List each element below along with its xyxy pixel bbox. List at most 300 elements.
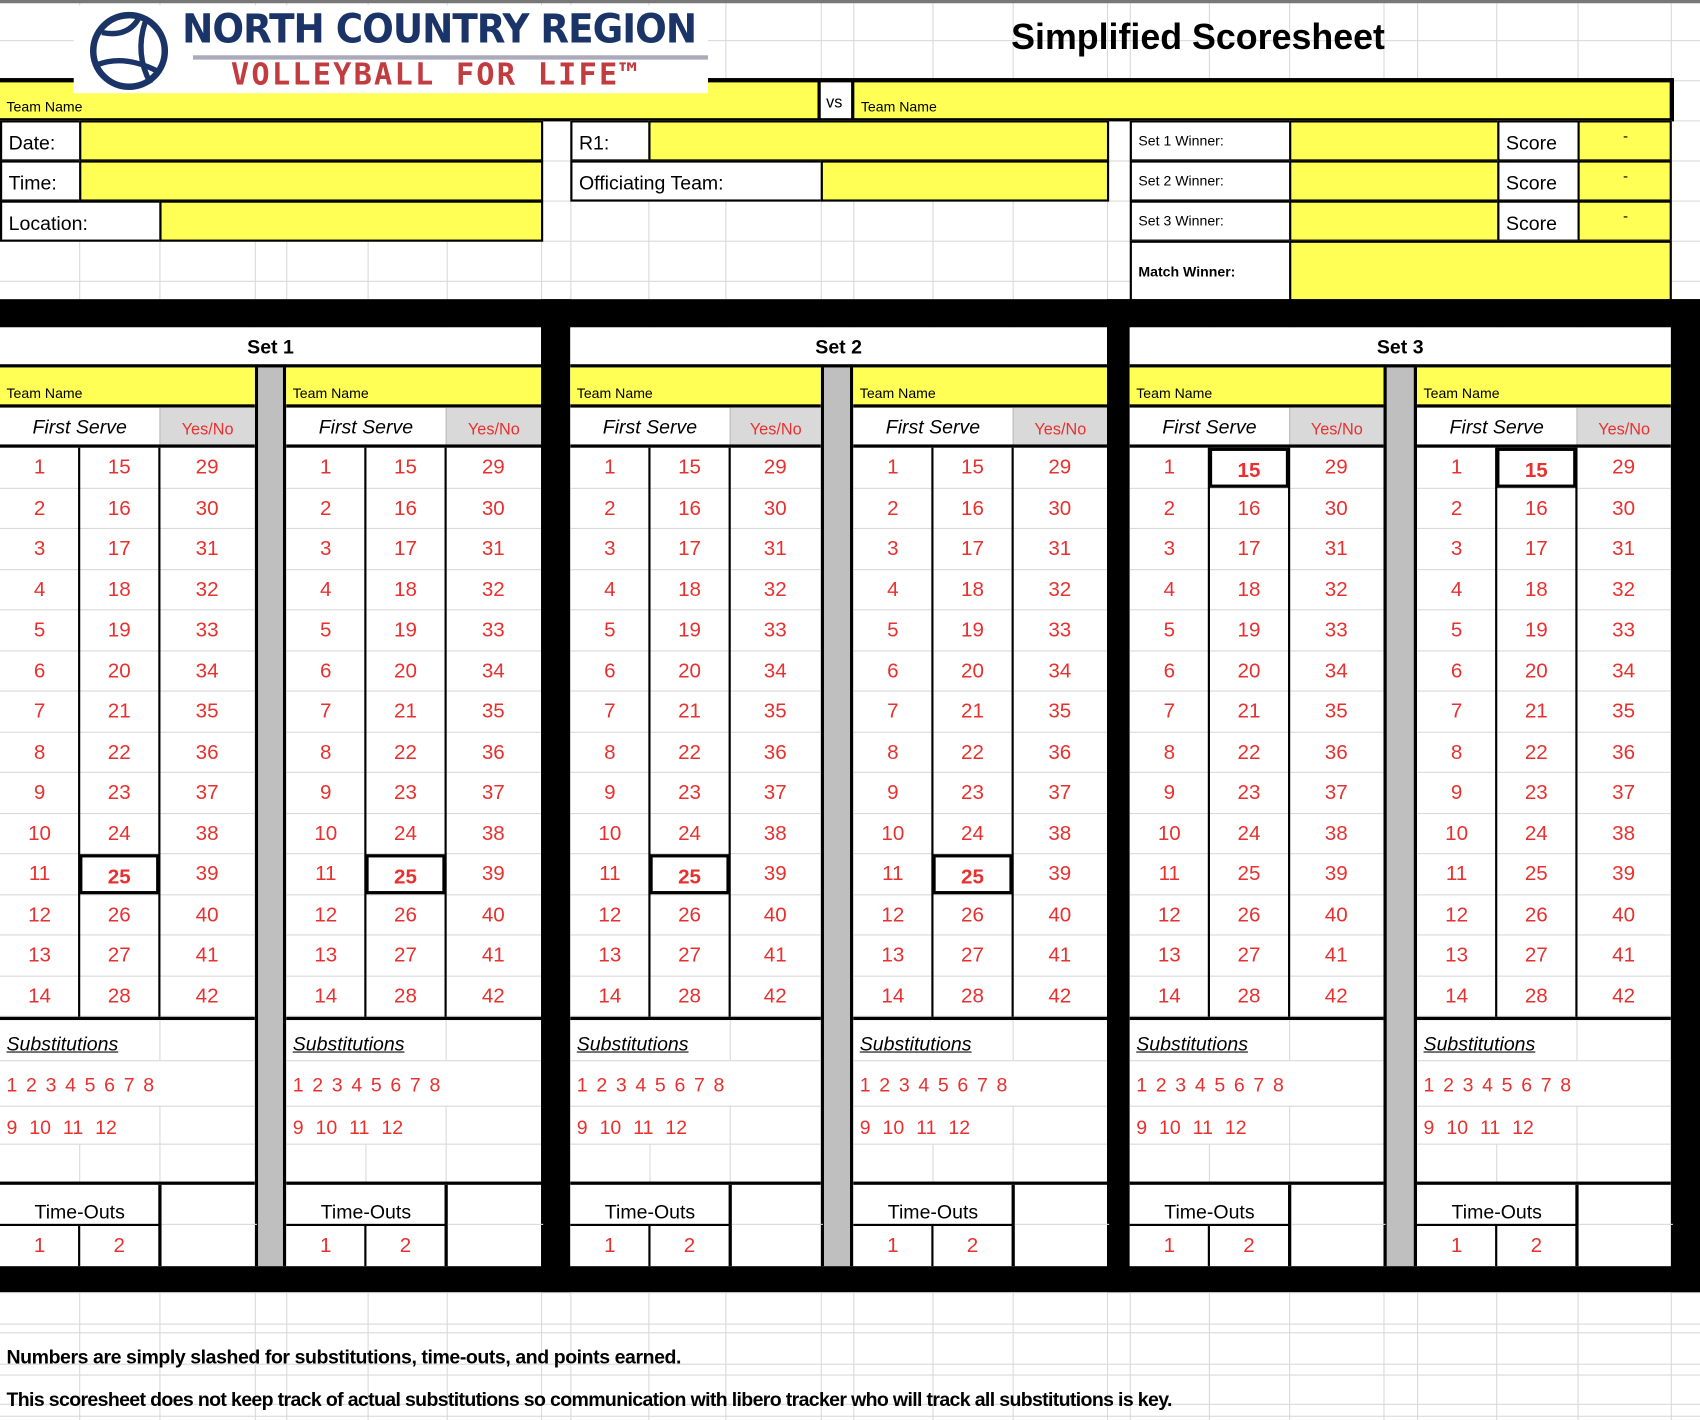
point-cell[interactable]: 33: [195, 618, 219, 642]
point-cell[interactable]: 26: [1237, 903, 1261, 927]
yes-no-field[interactable]: [1289, 408, 1383, 445]
point-cell[interactable]: 25: [79, 854, 159, 894]
point-cell[interactable]: 26: [961, 903, 984, 927]
point-cell[interactable]: 25: [1524, 862, 1548, 886]
point-cell[interactable]: 33: [1048, 618, 1072, 642]
point-cell[interactable]: 9: [33, 781, 46, 805]
team-name-field[interactable]: [570, 367, 820, 407]
point-cell[interactable]: 3: [604, 537, 616, 561]
point-cell[interactable]: 3: [1163, 537, 1176, 561]
point-cell[interactable]: 6: [887, 659, 899, 683]
substitution-number[interactable]: 3: [1462, 1074, 1474, 1096]
point-cell[interactable]: 1: [320, 456, 332, 480]
point-cell[interactable]: 33: [1612, 618, 1636, 642]
substitution-number[interactable]: 9: [292, 1116, 304, 1139]
point-cell[interactable]: 32: [1324, 578, 1348, 602]
point-cell[interactable]: 38: [1612, 822, 1636, 845]
point-cell[interactable]: 5: [33, 618, 46, 642]
point-cell[interactable]: 7: [604, 700, 616, 724]
substitution-number[interactable]: 9: [1136, 1116, 1148, 1139]
point-cell[interactable]: 30: [763, 497, 787, 520]
point-cell[interactable]: 34: [195, 659, 219, 683]
point-cell[interactable]: 37: [195, 781, 219, 805]
match-winner-field[interactable]: [1289, 241, 1672, 302]
point-cell[interactable]: 23: [394, 781, 417, 805]
point-cell[interactable]: 17: [1237, 537, 1261, 561]
point-cell[interactable]: 8: [1163, 740, 1176, 764]
substitution-number[interactable]: 5: [1501, 1074, 1513, 1096]
substitution-number[interactable]: 1: [859, 1074, 871, 1096]
point-cell[interactable]: 29: [1324, 456, 1348, 480]
point-cell[interactable]: 22: [1237, 740, 1261, 764]
timeout-number[interactable]: 1: [33, 1234, 46, 1258]
substitution-number[interactable]: 2: [879, 1074, 891, 1096]
point-cell[interactable]: 15: [678, 456, 702, 480]
substitution-number[interactable]: 12: [95, 1116, 117, 1139]
substitution-number[interactable]: 12: [381, 1116, 404, 1139]
point-cell[interactable]: 31: [481, 537, 505, 561]
team-right-field[interactable]: [854, 82, 1669, 118]
point-cell[interactable]: 6: [604, 659, 616, 683]
substitution-number[interactable]: 5: [1214, 1074, 1226, 1096]
point-cell[interactable]: 15: [1496, 448, 1576, 488]
substitution-number[interactable]: 6: [1233, 1074, 1245, 1096]
point-cell[interactable]: 7: [320, 700, 332, 724]
substitution-number[interactable]: 4: [918, 1074, 930, 1096]
point-cell[interactable]: 17: [678, 537, 702, 561]
point-cell[interactable]: 27: [961, 944, 984, 967]
point-cell[interactable]: 17: [107, 537, 131, 561]
point-cell[interactable]: 37: [763, 781, 787, 805]
point-cell[interactable]: 28: [961, 984, 984, 1008]
substitution-number[interactable]: 12: [1512, 1116, 1534, 1139]
yes-no-field[interactable]: [1013, 408, 1107, 445]
point-cell[interactable]: 32: [1048, 578, 1072, 602]
point-cell[interactable]: 26: [107, 903, 131, 927]
point-cell[interactable]: 12: [1445, 903, 1469, 927]
point-cell[interactable]: 22: [1524, 740, 1548, 764]
point-cell[interactable]: 31: [1048, 537, 1072, 561]
team-name-field[interactable]: [1417, 367, 1671, 407]
substitution-number[interactable]: 4: [351, 1074, 363, 1096]
substitution-number[interactable]: 6: [390, 1074, 402, 1096]
point-cell[interactable]: 42: [1048, 984, 1072, 1008]
point-cell[interactable]: 34: [1324, 659, 1348, 683]
substitution-number[interactable]: 7: [123, 1074, 135, 1096]
point-cell[interactable]: 41: [763, 944, 787, 967]
point-cell[interactable]: 1: [1163, 456, 1176, 480]
point-cell[interactable]: 12: [314, 903, 338, 927]
timeout-number[interactable]: 1: [1450, 1234, 1463, 1258]
substitution-number[interactable]: 7: [1253, 1074, 1265, 1096]
point-cell[interactable]: 39: [1324, 862, 1348, 886]
timeout-number[interactable]: 1: [604, 1234, 616, 1258]
yes-no-field[interactable]: [1576, 408, 1670, 445]
point-cell[interactable]: 19: [107, 618, 131, 642]
point-cell[interactable]: 36: [481, 740, 505, 764]
point-cell[interactable]: 18: [107, 578, 131, 602]
point-cell[interactable]: 29: [481, 456, 505, 480]
point-cell[interactable]: 42: [763, 984, 787, 1008]
point-cell[interactable]: 22: [394, 740, 417, 764]
substitution-number[interactable]: 11: [916, 1116, 937, 1139]
point-cell[interactable]: 23: [1524, 781, 1548, 805]
point-cell[interactable]: 2: [1450, 497, 1463, 520]
point-cell[interactable]: 30: [195, 497, 219, 520]
point-cell[interactable]: 10: [1157, 822, 1181, 845]
point-cell[interactable]: 10: [598, 822, 622, 845]
substitution-number[interactable]: 2: [1155, 1074, 1167, 1096]
point-cell[interactable]: 6: [1163, 659, 1176, 683]
point-cell[interactable]: 19: [1524, 618, 1548, 642]
point-cell[interactable]: 10: [1445, 822, 1469, 845]
point-cell[interactable]: 1: [33, 456, 46, 480]
point-cell[interactable]: 26: [1524, 903, 1548, 927]
point-cell[interactable]: 9: [320, 781, 332, 805]
point-cell[interactable]: 2: [33, 497, 46, 520]
point-cell[interactable]: 19: [678, 618, 702, 642]
timeout-number[interactable]: 1: [887, 1234, 899, 1258]
point-cell[interactable]: 18: [678, 578, 702, 602]
substitution-number[interactable]: 6: [104, 1074, 116, 1096]
point-cell[interactable]: 35: [1324, 700, 1348, 724]
point-cell[interactable]: 14: [598, 984, 622, 1008]
point-cell[interactable]: 9: [1450, 781, 1463, 805]
set-3-winner-field[interactable]: [1289, 201, 1499, 242]
point-cell[interactable]: 2: [887, 497, 899, 520]
point-cell[interactable]: 10: [881, 822, 905, 845]
point-cell[interactable]: 41: [1324, 944, 1348, 967]
point-cell[interactable]: 6: [1450, 659, 1463, 683]
substitution-number[interactable]: 4: [1482, 1074, 1494, 1096]
r1-field[interactable]: [648, 120, 1109, 161]
point-cell[interactable]: 41: [1612, 944, 1636, 967]
point-cell[interactable]: 11: [315, 862, 337, 886]
point-cell[interactable]: 27: [1237, 944, 1261, 967]
point-cell[interactable]: 24: [107, 822, 131, 845]
point-cell[interactable]: 29: [1048, 456, 1072, 480]
point-cell[interactable]: 40: [195, 903, 219, 927]
point-cell[interactable]: 34: [763, 659, 787, 683]
point-cell[interactable]: 40: [1048, 903, 1072, 927]
timeout-number[interactable]: 2: [683, 1234, 696, 1258]
point-cell[interactable]: 35: [1612, 700, 1636, 724]
point-cell[interactable]: 8: [33, 740, 46, 764]
point-cell[interactable]: 19: [1237, 618, 1261, 642]
timeout-number[interactable]: 2: [966, 1234, 979, 1258]
point-cell[interactable]: 4: [604, 578, 616, 602]
point-cell[interactable]: 42: [195, 984, 219, 1008]
point-cell[interactable]: 4: [33, 578, 46, 602]
set-2-score-field[interactable]: [1578, 160, 1672, 201]
point-cell[interactable]: 25: [1237, 862, 1261, 886]
point-cell[interactable]: 27: [678, 944, 702, 967]
substitution-number[interactable]: 3: [45, 1074, 57, 1096]
substitution-number[interactable]: 10: [29, 1116, 52, 1139]
point-cell[interactable]: 42: [1612, 984, 1636, 1008]
point-cell[interactable]: 30: [1048, 497, 1072, 520]
point-cell[interactable]: 18: [1237, 578, 1261, 602]
point-cell[interactable]: 13: [1157, 944, 1181, 967]
point-cell[interactable]: 30: [1612, 497, 1636, 520]
point-cell[interactable]: 13: [1445, 944, 1469, 967]
point-cell[interactable]: 25: [649, 854, 729, 894]
point-cell[interactable]: 39: [195, 862, 219, 886]
point-cell[interactable]: 19: [961, 618, 984, 642]
point-cell[interactable]: 21: [1524, 700, 1548, 724]
point-cell[interactable]: 15: [1209, 448, 1289, 488]
point-cell[interactable]: 32: [763, 578, 787, 602]
point-cell[interactable]: 31: [763, 537, 787, 561]
point-cell[interactable]: 40: [763, 903, 787, 927]
point-cell[interactable]: 4: [320, 578, 332, 602]
point-cell[interactable]: 2: [1163, 497, 1176, 520]
point-cell[interactable]: 13: [598, 944, 622, 967]
point-cell[interactable]: 41: [195, 944, 219, 967]
point-cell[interactable]: 16: [1237, 497, 1261, 520]
point-cell[interactable]: 23: [678, 781, 702, 805]
substitution-number[interactable]: 11: [633, 1116, 654, 1139]
time-field[interactable]: [79, 160, 543, 201]
point-cell[interactable]: 15: [107, 456, 131, 480]
substitution-number[interactable]: 3: [1175, 1074, 1187, 1096]
point-cell[interactable]: 23: [107, 781, 131, 805]
substitution-number[interactable]: 1: [1423, 1074, 1435, 1096]
substitution-number[interactable]: 2: [26, 1074, 37, 1096]
yes-no-field[interactable]: [446, 408, 541, 445]
substitution-number[interactable]: 9: [1423, 1116, 1435, 1139]
substitution-number[interactable]: 1: [1136, 1074, 1148, 1096]
point-cell[interactable]: 38: [1324, 822, 1348, 845]
substitution-number[interactable]: 12: [665, 1116, 688, 1139]
substitution-number[interactable]: 5: [370, 1074, 382, 1096]
point-cell[interactable]: 41: [481, 944, 505, 967]
point-cell[interactable]: 10: [28, 822, 52, 845]
point-cell[interactable]: 2: [320, 497, 332, 520]
substitution-number[interactable]: 7: [976, 1074, 988, 1096]
substitution-number[interactable]: 6: [674, 1074, 686, 1096]
point-cell[interactable]: 11: [28, 862, 51, 886]
point-cell[interactable]: 39: [1612, 862, 1636, 886]
set-1-score-field[interactable]: [1578, 120, 1672, 161]
team-name-field[interactable]: [0, 367, 255, 407]
substitution-number[interactable]: 10: [882, 1116, 905, 1139]
point-cell[interactable]: 8: [887, 740, 899, 764]
point-cell[interactable]: 9: [1163, 781, 1176, 805]
point-cell[interactable]: 8: [1450, 740, 1463, 764]
point-cell[interactable]: 38: [481, 822, 505, 845]
point-cell[interactable]: 7: [1450, 700, 1463, 724]
point-cell[interactable]: 5: [1163, 618, 1176, 642]
substitution-number[interactable]: 6: [1521, 1074, 1533, 1096]
point-cell[interactable]: 3: [33, 537, 46, 561]
point-cell[interactable]: 21: [1237, 700, 1261, 724]
substitution-number[interactable]: 10: [315, 1116, 338, 1139]
substitution-number[interactable]: 2: [596, 1074, 608, 1096]
point-cell[interactable]: 22: [961, 740, 984, 764]
substitution-number[interactable]: 7: [1540, 1074, 1552, 1096]
point-cell[interactable]: 29: [195, 456, 219, 480]
point-cell[interactable]: 36: [195, 740, 219, 764]
point-cell[interactable]: 41: [1048, 944, 1072, 967]
timeout-number[interactable]: 2: [399, 1234, 412, 1258]
point-cell[interactable]: 39: [1048, 862, 1072, 886]
substitution-number[interactable]: 3: [331, 1074, 343, 1096]
substitution-number[interactable]: 10: [599, 1116, 622, 1139]
timeout-number[interactable]: 1: [320, 1234, 332, 1258]
point-cell[interactable]: 22: [678, 740, 702, 764]
point-cell[interactable]: 8: [604, 740, 616, 764]
team-name-field[interactable]: [1130, 367, 1384, 407]
substitution-number[interactable]: 8: [429, 1074, 441, 1096]
point-cell[interactable]: 12: [881, 903, 905, 927]
yes-no-field[interactable]: [159, 408, 254, 445]
substitution-number[interactable]: 10: [1446, 1116, 1469, 1139]
substitution-number[interactable]: 11: [349, 1116, 370, 1139]
point-cell[interactable]: 35: [195, 700, 219, 724]
point-cell[interactable]: 11: [1158, 862, 1180, 886]
point-cell[interactable]: 24: [1237, 822, 1261, 845]
point-cell[interactable]: 16: [678, 497, 702, 520]
point-cell[interactable]: 35: [1048, 700, 1072, 724]
point-cell[interactable]: 18: [961, 578, 984, 602]
point-cell[interactable]: 23: [1237, 781, 1261, 805]
point-cell[interactable]: 21: [678, 700, 702, 724]
point-cell[interactable]: 11: [599, 862, 621, 886]
point-cell[interactable]: 38: [1048, 822, 1072, 845]
point-cell[interactable]: 14: [314, 984, 338, 1008]
point-cell[interactable]: 24: [961, 822, 984, 845]
point-cell[interactable]: 3: [320, 537, 332, 561]
point-cell[interactable]: 17: [961, 537, 984, 561]
point-cell[interactable]: 7: [887, 700, 899, 724]
point-cell[interactable]: 29: [1612, 456, 1636, 480]
point-cell[interactable]: 32: [1612, 578, 1636, 602]
point-cell[interactable]: 24: [1524, 822, 1548, 845]
point-cell[interactable]: 15: [961, 456, 984, 480]
timeout-number[interactable]: 2: [113, 1234, 125, 1258]
point-cell[interactable]: 6: [320, 659, 332, 683]
point-cell[interactable]: 16: [107, 497, 131, 520]
point-cell[interactable]: 16: [961, 497, 984, 520]
point-cell[interactable]: 1: [604, 456, 616, 480]
point-cell[interactable]: 35: [481, 700, 505, 724]
substitution-number[interactable]: 2: [1443, 1074, 1454, 1096]
point-cell[interactable]: 20: [107, 659, 131, 683]
point-cell[interactable]: 16: [394, 497, 417, 520]
substitution-number[interactable]: 11: [62, 1116, 84, 1139]
point-cell[interactable]: 15: [394, 456, 417, 480]
set-1-winner-field[interactable]: [1289, 120, 1499, 161]
point-cell[interactable]: 20: [394, 659, 417, 683]
point-cell[interactable]: 28: [394, 984, 417, 1008]
point-cell[interactable]: 20: [1524, 659, 1548, 683]
substitution-number[interactable]: 8: [713, 1074, 725, 1096]
point-cell[interactable]: 7: [33, 700, 46, 724]
point-cell[interactable]: 5: [1450, 618, 1463, 642]
timeout-number[interactable]: 2: [1530, 1234, 1543, 1258]
point-cell[interactable]: 27: [394, 944, 417, 967]
point-cell[interactable]: 12: [598, 903, 622, 927]
point-cell[interactable]: 14: [28, 984, 52, 1008]
timeout-number[interactable]: 1: [1163, 1234, 1176, 1258]
point-cell[interactable]: 25: [365, 854, 445, 894]
substitution-number[interactable]: 4: [1194, 1074, 1206, 1096]
point-cell[interactable]: 35: [763, 700, 787, 724]
point-cell[interactable]: 3: [1450, 537, 1463, 561]
substitution-number[interactable]: 7: [409, 1074, 421, 1096]
point-cell[interactable]: 23: [961, 781, 984, 805]
substitution-number[interactable]: 8: [1560, 1074, 1572, 1096]
substitution-number[interactable]: 8: [1272, 1074, 1284, 1096]
point-cell[interactable]: 28: [107, 984, 131, 1008]
yes-no-field[interactable]: [730, 408, 821, 445]
point-cell[interactable]: 39: [481, 862, 505, 886]
point-cell[interactable]: 36: [1048, 740, 1072, 764]
point-cell[interactable]: 36: [1324, 740, 1348, 764]
point-cell[interactable]: 9: [887, 781, 899, 805]
point-cell[interactable]: 28: [1237, 984, 1261, 1008]
substitution-number[interactable]: 5: [84, 1074, 96, 1096]
point-cell[interactable]: 16: [1524, 497, 1548, 520]
point-cell[interactable]: 11: [1445, 862, 1468, 886]
point-cell[interactable]: 13: [314, 944, 338, 967]
point-cell[interactable]: 36: [763, 740, 787, 764]
point-cell[interactable]: 21: [107, 700, 131, 724]
point-cell[interactable]: 30: [1324, 497, 1348, 520]
point-cell[interactable]: 20: [678, 659, 702, 683]
substitution-number[interactable]: 9: [6, 1116, 18, 1139]
point-cell[interactable]: 24: [394, 822, 417, 845]
substitution-number[interactable]: 9: [576, 1116, 588, 1139]
substitution-number[interactable]: 1: [292, 1074, 304, 1096]
point-cell[interactable]: 26: [678, 903, 702, 927]
point-cell[interactable]: 17: [394, 537, 417, 561]
substitution-number[interactable]: 3: [898, 1074, 910, 1096]
point-cell[interactable]: 31: [1324, 537, 1348, 561]
point-cell[interactable]: 22: [107, 740, 131, 764]
point-cell[interactable]: 24: [678, 822, 702, 845]
point-cell[interactable]: 11: [882, 862, 904, 886]
point-cell[interactable]: 3: [887, 537, 899, 561]
substitution-number[interactable]: 5: [654, 1074, 666, 1096]
point-cell[interactable]: 12: [28, 903, 52, 927]
substitution-number[interactable]: 11: [1479, 1116, 1501, 1139]
point-cell[interactable]: 19: [394, 618, 417, 642]
point-cell[interactable]: 21: [961, 700, 984, 724]
point-cell[interactable]: 26: [394, 903, 417, 927]
point-cell[interactable]: 5: [604, 618, 616, 642]
point-cell[interactable]: 27: [107, 944, 131, 967]
point-cell[interactable]: 14: [881, 984, 905, 1008]
point-cell[interactable]: 33: [1324, 618, 1348, 642]
date-field[interactable]: [79, 120, 543, 161]
team-name-field[interactable]: [853, 367, 1107, 407]
point-cell[interactable]: 9: [604, 781, 616, 805]
point-cell[interactable]: 20: [961, 659, 984, 683]
point-cell[interactable]: 37: [1324, 781, 1348, 805]
point-cell[interactable]: 14: [1157, 984, 1181, 1008]
substitution-number[interactable]: 9: [859, 1116, 871, 1139]
point-cell[interactable]: 29: [763, 456, 787, 480]
substitution-number[interactable]: 12: [948, 1116, 971, 1139]
point-cell[interactable]: 34: [481, 659, 505, 683]
point-cell[interactable]: 1: [1450, 456, 1463, 480]
point-cell[interactable]: 20: [1237, 659, 1261, 683]
point-cell[interactable]: 34: [1612, 659, 1636, 683]
point-cell[interactable]: 10: [314, 822, 338, 845]
point-cell[interactable]: 12: [1157, 903, 1181, 927]
